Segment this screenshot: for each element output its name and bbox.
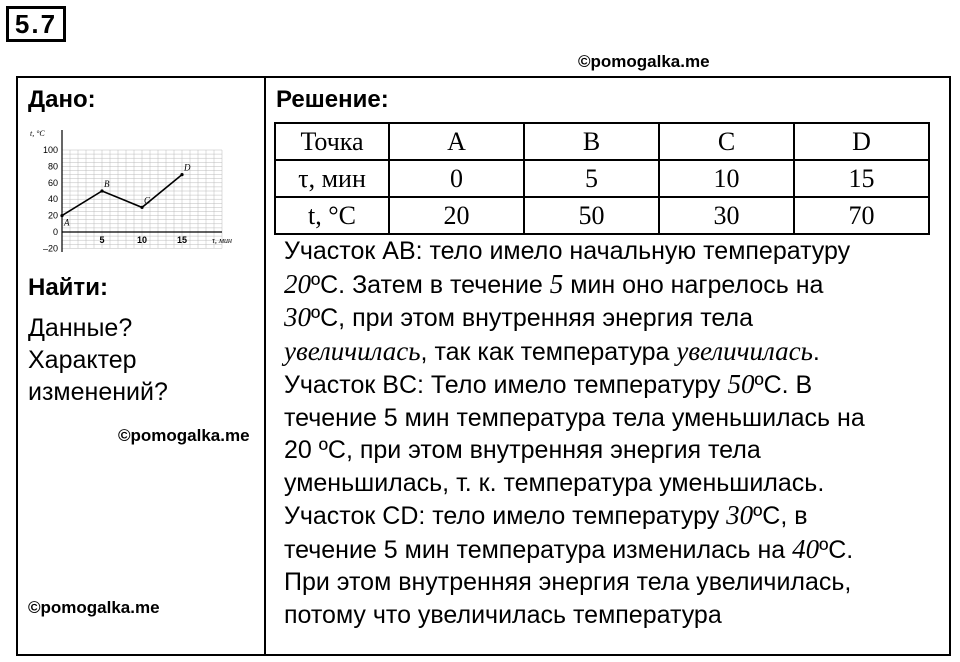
solution-text (284, 235, 949, 631)
table-row (275, 123, 929, 160)
table-cell: 30 (659, 197, 794, 234)
solution-line: течение 5 мин температура изменилась на 40ºC. (284, 533, 854, 564)
find-line: изменений? (28, 378, 168, 406)
solution-line: Участок AB: тело имело начальную температуру (284, 237, 851, 265)
x-tick-label: 5 (99, 235, 105, 245)
points-table (274, 122, 930, 235)
graph-y-label: t, °C (30, 129, 45, 138)
y-tick-label: 20 (47, 210, 58, 221)
y-tick-label: 100 (42, 145, 58, 155)
table-cell: 20 (389, 197, 524, 234)
table-cell: 15 (794, 160, 929, 197)
table-cell: 50 (524, 197, 659, 234)
table-row (275, 160, 929, 197)
y-tick-label: 80 (47, 161, 58, 172)
y-tick-label: 40 (47, 194, 58, 205)
solution-line: уменьшилась, т. к. температура уменьшилась. (284, 468, 825, 497)
find-heading: Найти: (28, 274, 108, 301)
point-label: A (64, 217, 70, 228)
watermark-bottom: ©pomogalka.me (28, 598, 160, 617)
solution-line: 20ºC. Затем в течение 5 мин оно нагрелось на (284, 268, 824, 299)
solution-line: течение 5 мин температура тела уменьшилась на (284, 403, 865, 432)
find-questions (28, 312, 168, 408)
solution-line: При этом внутренняя энергия тела увеличилась, (284, 568, 852, 596)
data-point (100, 189, 103, 192)
watermark-top: ©pomogalka.me (578, 52, 710, 71)
data-point (180, 173, 183, 176)
table-cell: τ, мин (275, 160, 389, 197)
column-divider (264, 78, 266, 654)
table-cell: 0 (389, 160, 524, 197)
solution-heading: Решение: (276, 86, 389, 113)
point-label: B (104, 179, 110, 189)
table-cell: Точка (275, 123, 389, 160)
x-tick-label: 15 (176, 235, 188, 245)
given-heading: Дано: (28, 86, 96, 113)
y-tick-label: 60 (47, 177, 58, 188)
table-cell: B (524, 123, 659, 160)
point-label: D (184, 162, 191, 173)
graph-grid (62, 150, 222, 248)
y-tick-label: –20 (42, 243, 58, 254)
find-line: Характер (28, 346, 137, 374)
solution-line: 20 ºC, при этом внутренняя энергия тела (284, 436, 761, 464)
problem-number: 5.7 (6, 6, 66, 42)
solution-line: увеличилась, так как температура увеличилась. (284, 335, 820, 366)
table-cell: 10 (659, 160, 794, 197)
table-cell: t, °C (275, 197, 389, 234)
table-cell: 70 (794, 197, 929, 234)
x-tick-label: 10 (136, 235, 148, 245)
table-cell: A (389, 123, 524, 160)
graph-x-label: τ, мин (212, 236, 232, 245)
find-line: Данные? (28, 314, 133, 342)
point-label: C (144, 195, 151, 206)
table-row (275, 197, 929, 234)
temperature-graph (26, 126, 254, 262)
y-tick-label: 0 (52, 227, 58, 237)
watermark-middle: ©pomogalka.me (118, 426, 250, 445)
table-cell: 5 (524, 160, 659, 197)
solution-line: Участок BC: Тело имело температуру 50ºC. В (284, 369, 813, 399)
content-frame (16, 76, 951, 656)
table-cell: D (794, 123, 929, 160)
solution-line: 30ºC, при этом внутренняя энергия тела (284, 302, 753, 332)
data-point (140, 206, 143, 209)
table-cell: C (659, 123, 794, 160)
solution-line: Участок CD: тело имело температуру 30ºC, в (284, 500, 808, 530)
solution-line: потому что увеличилась температура (284, 600, 722, 629)
